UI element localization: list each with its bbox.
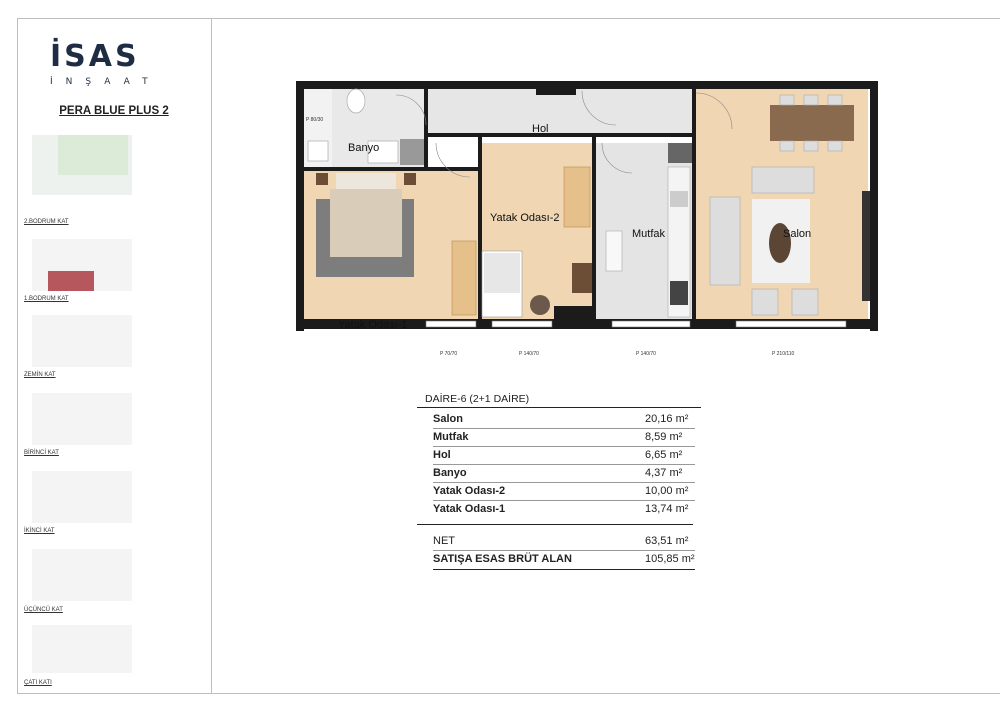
gross-label: SATIŞA ESAS BRÜT ALAN [433,553,572,565]
row-area: 13,74 m² [645,503,689,515]
row-area: 6,65 m² [645,449,683,461]
logo-text: İSAS [50,39,140,74]
sidebar [18,19,210,693]
room-label-banyo: Banyo [348,142,380,154]
table-row [433,447,695,465]
row-name: Banyo [433,467,467,479]
floor-thumbnail-cati[interactable] [28,625,138,685]
floor-label[interactable]: İKİNCİ KAT [24,528,55,534]
table-bottom-rule [433,569,695,570]
table-mid-rule [417,524,693,525]
floor-thumbnail-ikinci[interactable] [28,471,138,531]
gross-area: 105,85 m² [645,553,695,565]
floor-label[interactable]: ZEMİN KAT [24,372,56,378]
floor-label[interactable]: BİRİNCİ KAT [24,450,59,456]
area-table-title: DAİRE-6 (2+1 DAİRE) [425,393,530,405]
main-content [212,19,1000,693]
row-name: Yatak Odası-1 [433,503,506,515]
floor-highlight-unit [48,271,94,291]
room-label-mutfak: Mutfak [632,228,666,240]
floor-thumbnail-ucuncu[interactable] [28,549,138,609]
window-mark: P 140/70 [636,351,656,357]
table-row-gross [433,551,695,569]
window-mark: P 210/110 [772,351,795,357]
row-area: 20,16 m² [645,413,689,425]
room-label-yatak-odasi-2: Yatak Odası-2 [490,212,560,224]
table-row [433,501,695,519]
table-top-rule [417,407,701,408]
floor-thumbnail-1-bodrum[interactable] [28,239,138,299]
project-title: PERA BLUE PLUS 2 [59,105,169,117]
row-area: 8,59 m² [645,431,683,443]
floor-label[interactable]: ÜÇÜNCÜ KAT [24,607,63,613]
table-row [433,429,695,447]
floor-plan-drawing [296,81,878,331]
floor-label[interactable]: ÇATI KATI [24,680,52,686]
row-area: 10,00 m² [645,485,689,497]
row-area: 4,37 m² [645,467,683,479]
row-name: Hol [433,449,451,461]
floor-label[interactable]: 2.BODRUM KAT [24,219,69,225]
table-row [433,465,695,483]
window-mark: P 70/70 [440,351,458,357]
logo-subtext: İNŞAAT [50,77,161,87]
table-row [433,411,695,429]
row-name: Yatak Odası-2 [433,485,506,497]
floor-thumbnail-birinci[interactable] [28,393,138,453]
wall-mark: P 80/30 [306,117,324,123]
window-mark: P 140/70 [519,351,539,357]
table-row-net [433,533,695,551]
brand-logo [50,39,200,95]
room-label-yatak-odasi-1: Yatak Odası-1 [338,319,408,331]
floor-thumbnail-zemin[interactable] [28,315,138,375]
floor-label[interactable]: 1.BODRUM KAT [24,296,69,302]
floor-plan [296,81,878,357]
row-name: Salon [433,413,463,425]
table-row [433,483,695,501]
room-label-hol: Hol [532,123,549,135]
row-name: Mutfak [433,431,469,443]
floor-thumbnail-2-bodrum[interactable] [28,131,138,191]
room-label-salon: Salon [783,228,812,240]
net-area: 63,51 m² [645,535,689,547]
net-label: NET [433,535,455,547]
